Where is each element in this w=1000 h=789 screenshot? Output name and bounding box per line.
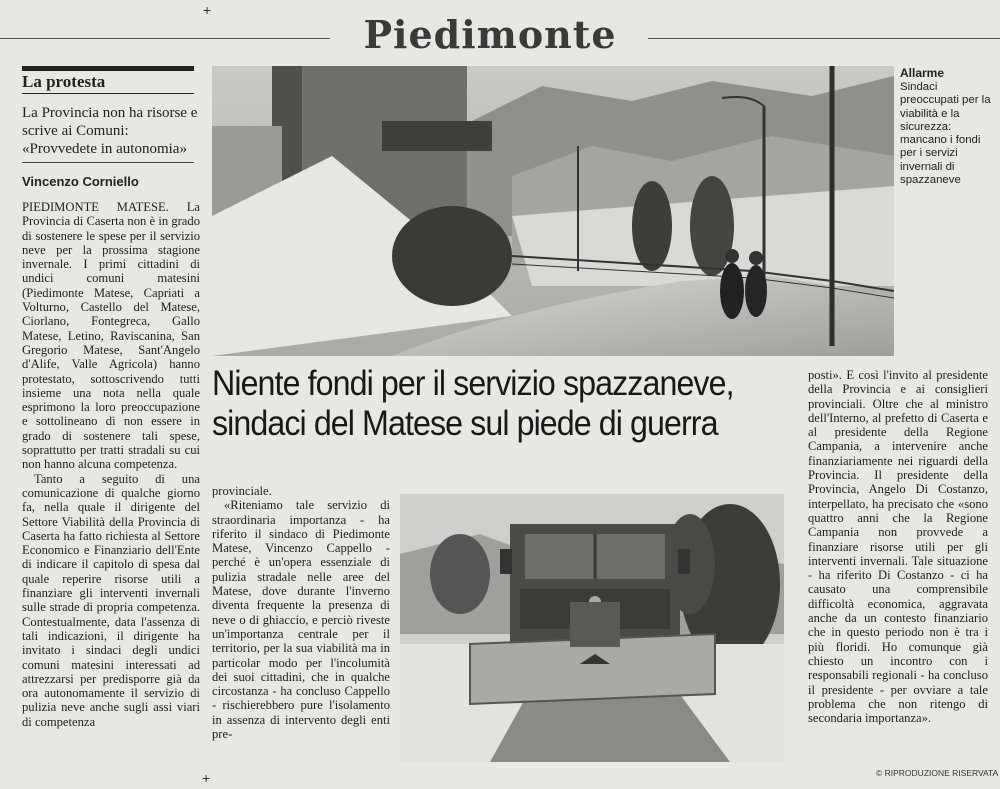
subhead-rule [22, 162, 194, 163]
copyright: © RIPRODUZIONE RISERVATA [876, 768, 999, 778]
section-title: Piedimonte [363, 12, 617, 57]
paragraph: provinciale. [212, 484, 272, 498]
kicker-rule [22, 93, 194, 94]
crop-mark-icon: + [202, 770, 211, 786]
kicker-bar [22, 66, 194, 71]
byline: Vincenzo Corniello [22, 174, 139, 189]
snowy-road-image [212, 66, 894, 356]
caption-text: Sindaci preoccupati per la viabilità e la sicurezza: mancano i fondi per i servizi invernali di spazzaneve [900, 81, 991, 187]
headline [212, 364, 755, 444]
photo-snowplow [400, 494, 784, 762]
paragraph: posti». E così l'invito al presidente della Provincia e ai consiglieri provinciali. Oltre che al ministro dell'Interno, al prefetto di Caserta e al presidente della Regione Campania, a intervenire anche finanziariamente nei riguardi della Provincia. Il presidente della Provincia, Angelo Di Costanzo, interpellato, ha precisato che «sono quattro anni che la Regione Campania non provvede a finanziare risorse utili per gli interventi invernali. Tale situazione - ha riferito Di Costanzo - ci ha causato una comprensibile difficoltà economica, aggravata anche da un contesto finanziario che in questo periodo non è tra i più floridi. Ho comunque già chiesto un incontro con i responsabili regionali - ha concluso il presidente - per ovviare a tale problema che non ritengo di secondaria importanza». [808, 368, 988, 726]
caption-title: Allarme [900, 66, 945, 80]
paragraph: «Riteniamo tale servizio di straordinaria importanza - ha riferito il sindaco di Piedimonte Matese, Vincenzo Cappello - perché è un'opera essenziale di pulizia stradale nelle aree del Matese, dove durante l'inverno diventa frequente la presenza di neve o di ghiaccio, e perciò riveste un'importanza centrale per il territorio, per la sua viabilità ma in particolar modo per l'incolumità dei suoi cittadini, che in qualche circostanza - ha concluso Cappello - rischierebbero pure l'isolamento in assenza di intervento degli enti pre- [212, 498, 390, 742]
paragraph: PIEDIMONTE MATESE. La Provincia di Caserta non è in grado di sostenere le spese per il servizio neve per la prossima stagione invernale. I primi cittadini di undici comuni matesini (Piedimonte Matese, Capriati a Volturno, Castello del Matese, Ciorlano, Fontegreca, Gallo Matese, Letino, Raviscanina, San Gregorio Matese, Sant'Angelo d'Alife, Valle Agricola) hanno protestato, sottoscrivendo tutti insieme una nota nella quale esprimono la loro preoccupazione e sottolineano di non essere in grado di sostenere tali spese, soprattutto per tratti stradali su cui non hanno alcuna competenza. [22, 200, 200, 472]
headline-line-2: sindaci del Matese sul piede di guerra [212, 404, 718, 443]
kicker: La protesta [22, 72, 106, 91]
headline-line-1: Niente fondi per il servizio spazzaneve, [212, 364, 734, 403]
photo-snowy-road [212, 66, 894, 356]
crop-mark-icon: + [203, 2, 212, 18]
paragraph: Tanto a seguito di una comunicazione di qualche giorno fa, nella quale il dirigente del Settore Viabilità della Provincia di Caserta ha fatto richiesta al Settore Economico e Finanziario dell'Ente di indicare il capitolo di spesa dal quale reperire risorse utili a finanziare gli interventi invernali sulle strade di propria competenza. Contestualmente, data l'assenza di tali indicazioni, il dirigente ha invitato i sindaci degli undici comuni matesini interessati ad attrezzarsi per predisporre già da ora autonomamente il servizio di pulizia neve anche sugli assi viari di competenza [22, 471, 200, 729]
subhead: La Provincia non ha risorse e scrive ai Comuni: «Provvedete in autonomia» [22, 105, 198, 157]
snowplow-image [400, 494, 784, 762]
article-column-1 [22, 200, 200, 729]
article-column-3 [808, 368, 988, 725]
article-column-2 [212, 484, 390, 741]
